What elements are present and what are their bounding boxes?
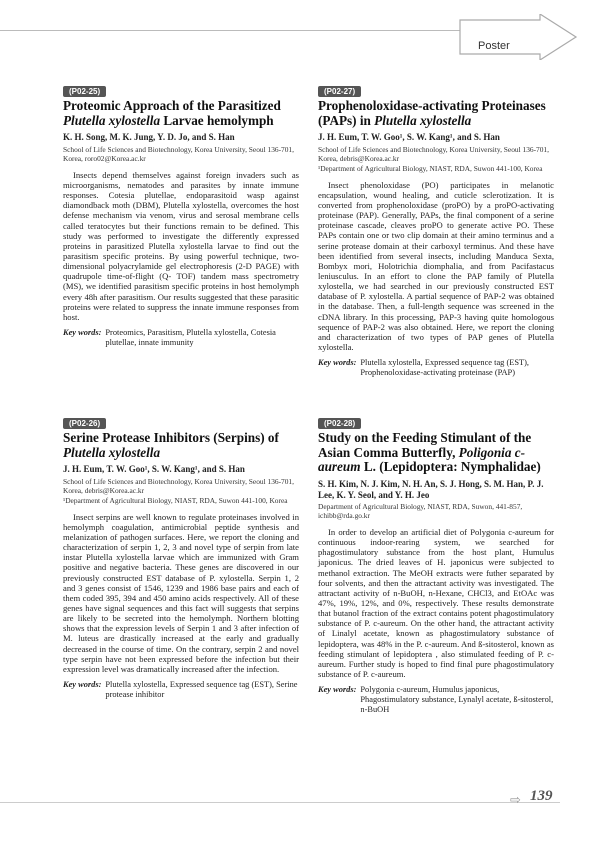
abstract-body: In order to develop an artificial diet of Polygonia c-aureum for continuous indoor-rearing system, we searched for phagostimulatory substance from the host plant, Humulus japonicus. The dried leaves of H. japonicus were subjected to methanol extraction. The MeOH extracts were futher separated by four solvents, and then the attractant activity was investigated. The attractant activity of n-BuOH, n-Hexane, CHCl3, and EtOAc was 47%, 19%, 12%, and 0%, respectively. These results demonstrate that butanol fraction of the extract contains potent phagostimulatory substance of P. c-aureum. On the other hand, the attractant activity of Linalyl acetate, known as phagostimulatory substance of lepidoptera, was 48% in the P. c-aureum. And ß-sitosterol, known as feeding stimulant of lepidoptera , also stimulated feeding of P. c-aureum. Further study is hoped to find final pure phagostimulatory substance of P. c-aureum. xyxy=(318,526,554,679)
abstract-keywords: Key words: Proteomics, Parasitism, Plutella xylostella, Cotesia plutellae, innate immunity xyxy=(63,327,276,347)
abstract-affiliation-2: ¹Department of Agricultural Biology, NIAST, RDA, Suwon 441-100, Korea xyxy=(63,495,288,505)
abstract-affiliation-2: ¹Department of Agricultural Biology, NIAST, RDA, Suwon 441-100, Korea xyxy=(318,163,543,173)
abstract-p02-27 xyxy=(318,86,554,378)
abstract-affiliation: School of Life Sciences and Biotechnology, Korea University, Seoul 136-701, Korea, debris@Korea.ac.kr xyxy=(63,477,294,495)
abstract-authors: J. H. Eum, T. W. Goo¹, S. W. Kang¹, and S. Han xyxy=(63,464,245,475)
abstract-body: Insect serpins are well known to regulate proteinases involved in hemolymph coagulation, antimicrobial peptide synthesis and melanization of pathogen surfaces. Here, we report the cloning and characterization of serpin 1, 2, 3 and novel type of serpin from late instar Plutella xylostella larvae which are immunized with Gram positive and negative bacteria. These genes are discovered in our previously constructed EST database of P. xylostella. Serpin 1, 2 and 3 genes consist of 1546, 1239 and 1986 base pairs and each of them coded 395, 394 and 450 amino acids respectively. All of these genes have signal sequences and this fact will suggests that serpins are likely to be secreted into the hemolymph. Northern blotting shows that the expression levels of Serpin 1 and 3 after infection of M. luteus are drastically increased at the early and gradually decreased in the course of time. On the contrary, serpin 2 and novel type serpin have not been expressed before the infection but their expression level was dramatically increased after the infection. xyxy=(63,511,299,674)
header-rule xyxy=(0,30,465,31)
abstract-keywords: Key words: Plutella xylostella, Expressed sequence tag (EST), Prophenoloxidase-activating proteinase (PAP) xyxy=(318,358,530,377)
abstract-title: Proteomic Approach of the Parasitized Plutella xylostella Larvae hemolymph xyxy=(63,98,281,128)
footer-rule xyxy=(0,802,560,803)
abstract-keywords: Key words: Polygonia c-aureum, Humulus japonicus, Phagostimulatory substance, Lynalyl acetate, ß-sitosterol, n-BuOH xyxy=(318,685,554,714)
abstract-authors: K. H. Song, M. K. Jung, Y. D. Jo, and S. Han xyxy=(63,132,235,143)
abstract-p02-28 xyxy=(318,418,554,715)
poster-tab-arrow-icon xyxy=(458,14,578,60)
section-label: Poster xyxy=(478,40,510,52)
abstract-p02-26 xyxy=(63,418,299,700)
abstract-title: Prophenoloxidase-activating Proteinases (PAPs) in Plutella xylostella xyxy=(318,98,546,128)
abstract-affiliation: Department of Agricultural Biology, NIAST, RDA, Suwon, 441-857, ichibb@rda.go.kr xyxy=(318,502,523,521)
abstract-body: Insect phenoloxidase (PO) participates in melanotic encapsulation, wound healing, and cuticle sclerotization. It is converted from prophenoloxidase (proPO) by a proPO-activating proteinase (PAP). Generally, PAPs, the final component of a serine proteinase cascade, cleaves proPO to generate active PO. These PAPs contain one or two clip domain at their amino terminus and a serine protease domain at their carboxyl terminus. And these have been identified from several insects, including Manduca Sexta, Bombyx mori, Holotrichia diomphalia, and from Pacifastacus leniusculus. In an effort to clone the PAP family of Plutella xylostella, we had searched in our previously constructed EST database of P. xylostella. A partial sequence of PAP-2 was obtained in the database. Then, a full-length sequence was screened in the cDNA library. In this processing, PAP-3 having quite homologous sequence of PAP-2 was also obtained. Here, we report the cloning and characterization of two types of PAP genes of Plutella xylostella. xyxy=(318,179,554,352)
abstract-affiliation: School of Life Sciences and Biotechnology, Korea University, Seoul 136-701, Korea, debris@Korea.ac.kr xyxy=(318,145,549,163)
abstract-authors: J. H. Eum, T. W. Goo¹, S. W. Kang¹, and S. Han xyxy=(318,132,500,143)
abstract-p02-25 xyxy=(63,86,299,348)
abstract-title: Serine Protease Inhibitors (Serpins) of Plutella xylostella xyxy=(63,430,279,460)
abstract-id: (P02-28) xyxy=(318,418,361,429)
abstract-authors: S. H. Kim, N. J. Kim, N. H. An, S. J. Hong, S. M. Han, P. J. Lee, K. Y. Seol, and Y. H. Jeo xyxy=(318,478,544,500)
abstract-id: (P02-26) xyxy=(63,418,106,429)
abstract-id: (P02-25) xyxy=(63,86,106,97)
abstract-affiliation: School of Life Sciences and Biotechnology, Korea University, Seoul 136-701, Korea, roro02@Korea.ac.kr xyxy=(63,145,294,163)
page-number: 139 xyxy=(530,788,553,804)
abstract-title: Study on the Feeding Stimulant of the Asian Comma Butterfly, Poligonia c-aureum L. (Lepidoptera: Nymphalidae) xyxy=(318,430,541,475)
abstract-id: (P02-27) xyxy=(318,86,361,97)
abstract-body: Insects depend themselves against foreign invaders such as microorganisms, nematodes and parasites by innate immune responses. Cotesia plutellae, endoparasitoid wasp against diamondback moth (DBM), Plutella xylostella, overcomes the host defense mechanism via venom, virus and serosal membrane cells called teratocytes but their functions remain to be defined. This study was performed to investigate the differently expressed proteins in parasitized Plutella xylostella larvae to find out the parasitism specific proteins. By using powerful technique, two-dimensional polyacrylamide gel electrophoresis (2-D PAGE) with quadrupole time-of-flight (Q- TOF) tandem mass spectrometry (MS), we identified parasitism specific proteins in host hemolymph every 48h after parasitism. Our results suggested that these parasitic proteins were related to suppress the innate immune responses from host. xyxy=(63,169,299,322)
abstract-keywords: Key words: Plutella xylostella, Expressed sequence tag (EST), Serine protease inhibitor xyxy=(63,679,298,699)
arrow-right-icon: ⇨ xyxy=(510,792,521,807)
